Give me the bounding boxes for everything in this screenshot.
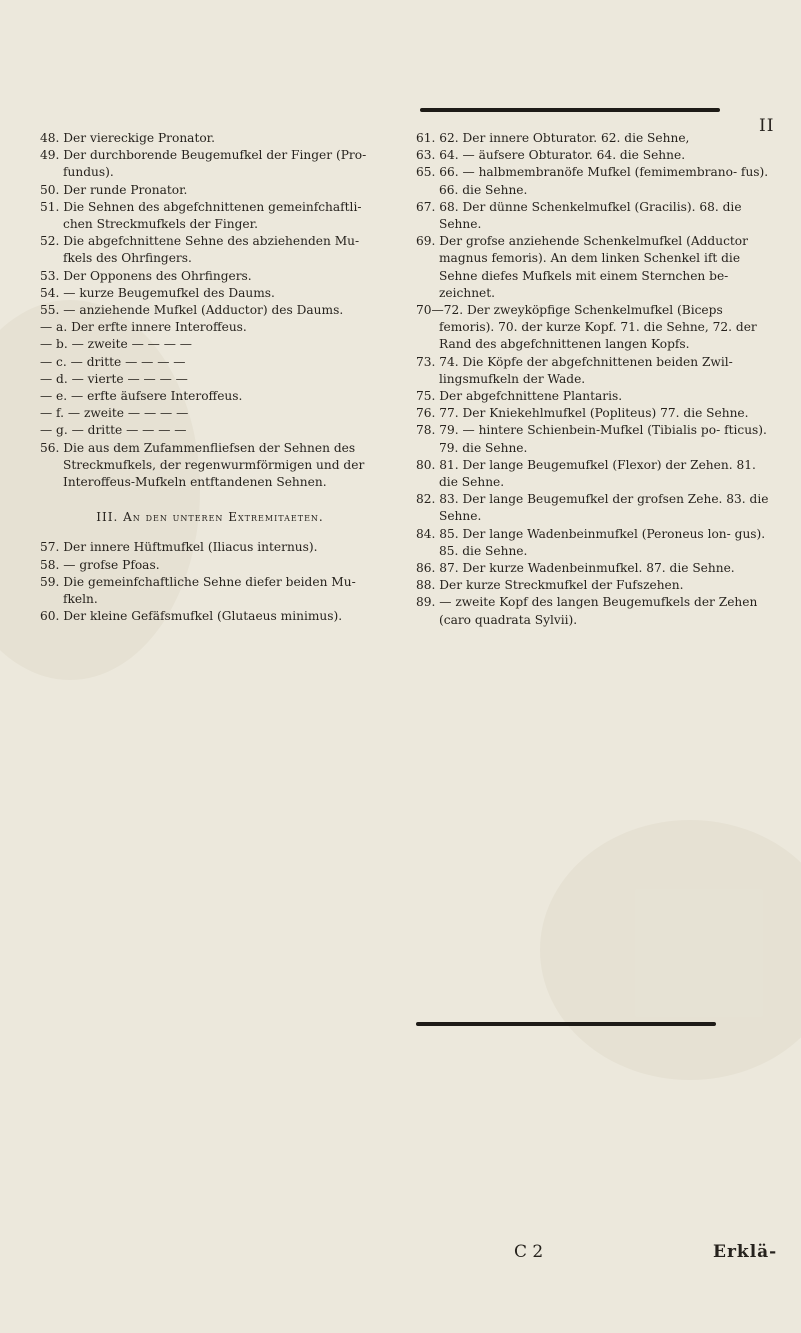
legend-entry: — g. — dritte — — — —	[40, 423, 187, 438]
legend-entry: 75. Der abgefchnittene Plantaris.	[416, 389, 623, 404]
legend-entry: 76. 77. Der Kniekehlmufkel (Popliteus) 77. die Sehne.	[416, 406, 749, 421]
legend-entry: 88. Der kurze Streckmufkel der Fufszehen.	[416, 578, 684, 593]
legend-entry: 59. Die gemeinfchaftliche Sehne diefer beiden Mu- fkeln.	[40, 574, 356, 607]
legend-entry: 80. 81. Der lange Beugemufkel (Flexor) der Zehen. 81. die Sehne.	[416, 457, 756, 490]
legend-entry: 63. 64. — äufsere Obturator. 64. die Sehne.	[416, 148, 686, 163]
legend-entry: 84. 85. Der lange Wadenbeinmufkel (Peroneus lon- gus). 85. die Sehne.	[416, 526, 766, 558]
legend-entry: 65. 66. — halbmembranöfe Mufkel (femimembrano- fus). 66. die Sehne.	[416, 165, 769, 197]
legend-entry: — f. — zweite — — — —	[40, 406, 189, 421]
legend-entry: 57. Der innere Hüftmufkel (Iliacus internus).	[40, 540, 318, 555]
legend-entry: — d. — vierte — — — —	[40, 371, 188, 386]
left-column	[40, 130, 380, 625]
bottom-rule	[416, 1022, 716, 1026]
legend-entry: 73. 74. Die Köpfe der abgefchnittenen beiden Zwil- lingsmufkeln der Wade.	[416, 354, 733, 386]
legend-entry: — c. — dritte — — — —	[40, 354, 186, 369]
legend-entry: 58. — grofse Pfoas.	[40, 557, 160, 572]
section-heading: III. An den unteren Extremitaeten.	[96, 510, 324, 525]
left-entry-list-after	[40, 539, 380, 625]
legend-entry: — b. — zweite — — — —	[40, 337, 192, 352]
legend-entry: 67. 68. Der dünne Schenkelmufkel (Gracilis). 68. die Sehne.	[416, 199, 742, 232]
left-entry-list	[40, 130, 380, 491]
signature-mark: C 2	[514, 1242, 544, 1262]
right-column	[416, 130, 774, 629]
legend-entry: 86. 87. Der kurze Wadenbeinmufkel. 87. die Sehne.	[416, 561, 735, 576]
top-rule	[420, 108, 720, 112]
legend-entry: 54. — kurze Beugemufkel des Daums.	[40, 285, 275, 300]
legend-entry: 51. Die Sehnen des abgefchnittenen gemeinfchaftli- chen Streckmufkels der Finger.	[40, 199, 362, 232]
legend-entry: 69. Der grofse anziehende Schenkelmufkel (Adductor magnus femoris). An dem linken Schenkel ift die Sehne diefes Mufkels mit einem Sternchen be- zeichnet.	[416, 234, 748, 300]
right-entry-list	[416, 130, 774, 629]
legend-entry: 48. Der viereckige Pronator.	[40, 131, 216, 145]
legend-entry: 82. 83. Der lange Beugemufkel der grofsen Zehe. 83. die Sehne.	[416, 492, 769, 524]
legend-entry: 60. Der kleine Gefäfsmufkel (Glutaeus minimus).	[40, 609, 343, 624]
legend-entry: 50. Der runde Pronator.	[40, 182, 188, 197]
legend-entry: 49. Der durchborende Beugemufkel der Finger (Pro- fundus).	[40, 148, 367, 180]
legend-entry: 56. Die aus dem Zufammenfliefsen der Sehnen des Streckmufkels, der regenwurmförmigen und der Interoffeus-Mufkeln entftandenen Sehnen.	[40, 440, 365, 490]
legend-entry: 53. Der Opponens des Ohrfingers.	[40, 268, 252, 283]
legend-entry: 61. 62. Der innere Obturator. 62. die Sehne,	[416, 131, 690, 145]
legend-entry: 78. 79. — hintere Schienbein-Mufkel (Tibialis po- fticus). 79. die Sehne.	[416, 423, 767, 455]
legend-entry: 89. — zweite Kopf des langen Beugemufkels der Zehen (caro quadrata Sylvii).	[416, 595, 758, 627]
legend-entry: — e. — erfte äufsere Interoffeus.	[40, 389, 243, 404]
catchword: Erklä-	[713, 1242, 778, 1262]
paper-stain	[540, 820, 801, 1080]
legend-entry: 55. — anziehende Mufkel (Adductor) des Daums.	[40, 303, 344, 318]
legend-entry: 52. Die abgefchnittene Sehne des abziehenden Mu- fkels des Ohrfingers.	[40, 234, 360, 266]
page-number: II	[759, 116, 775, 136]
legend-entry: — a. Der erfte innere Interoffeus.	[40, 320, 247, 335]
legend-entry: 70—72. Der zweyköpfige Schenkelmufkel (Biceps femoris). 70. der kurze Kopf. 71. die Sehne, 72. der Rand des abgefchnittenen langen Kopfs.	[416, 303, 757, 352]
